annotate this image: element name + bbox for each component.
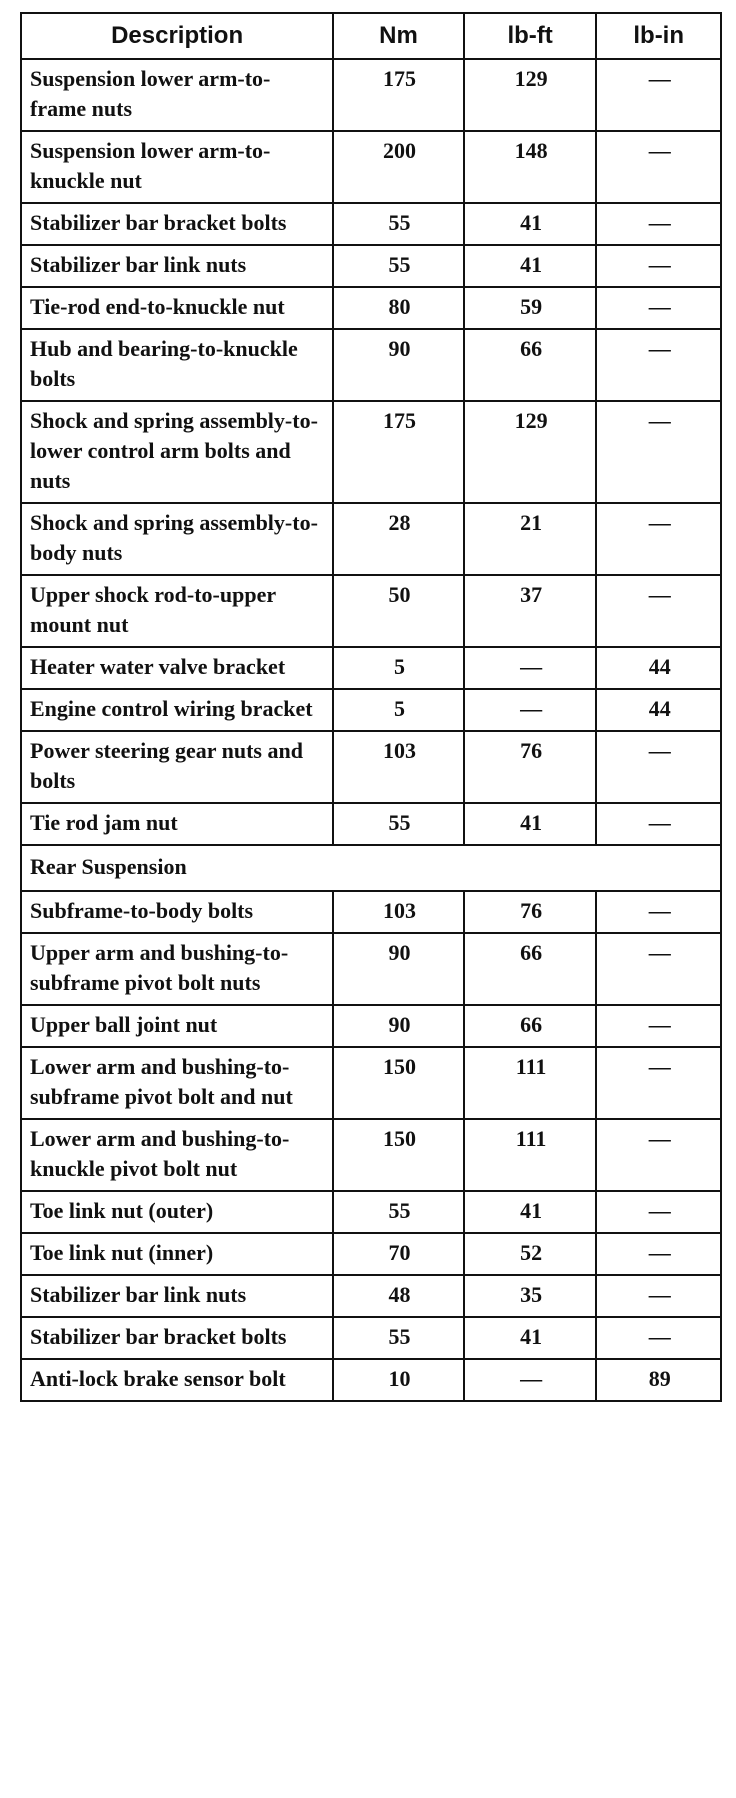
table-row bbox=[21, 689, 721, 731]
cell-description: Upper arm and bushing-to-subframe pivot bolt nuts bbox=[21, 933, 333, 1005]
cell-lb-in: — bbox=[596, 503, 721, 575]
cell-description: Tie-rod end-to-knuckle nut bbox=[21, 287, 333, 329]
cell-lb-ft: — bbox=[464, 1359, 597, 1401]
cell-lb-in: — bbox=[596, 891, 721, 933]
cell-description: Toe link nut (inner) bbox=[21, 1233, 333, 1275]
table-row bbox=[21, 131, 721, 203]
cell-lb-ft: 129 bbox=[464, 401, 597, 503]
cell-lb-ft: 76 bbox=[464, 891, 597, 933]
cell-nm: 28 bbox=[333, 503, 464, 575]
header-description: Description bbox=[21, 13, 333, 59]
torque-spec-table bbox=[20, 12, 722, 1402]
cell-description: Suspension lower arm-to-knuckle nut bbox=[21, 131, 333, 203]
cell-lb-in: — bbox=[596, 401, 721, 503]
cell-description: Shock and spring assembly-to-lower control arm bolts and nuts bbox=[21, 401, 333, 503]
table-row bbox=[21, 1275, 721, 1317]
cell-lb-ft: 52 bbox=[464, 1233, 597, 1275]
cell-lb-ft: 35 bbox=[464, 1275, 597, 1317]
cell-nm: 175 bbox=[333, 401, 464, 503]
cell-nm: 80 bbox=[333, 287, 464, 329]
cell-nm: 200 bbox=[333, 131, 464, 203]
cell-nm: 103 bbox=[333, 891, 464, 933]
cell-nm: 5 bbox=[333, 647, 464, 689]
cell-lb-in: — bbox=[596, 1119, 721, 1191]
cell-nm: 150 bbox=[333, 1119, 464, 1191]
cell-lb-in: — bbox=[596, 1275, 721, 1317]
cell-lb-in: — bbox=[596, 329, 721, 401]
cell-description: Stabilizer bar bracket bolts bbox=[21, 203, 333, 245]
cell-lb-in: — bbox=[596, 1317, 721, 1359]
table-row bbox=[21, 203, 721, 245]
cell-lb-in: — bbox=[596, 131, 721, 203]
cell-lb-ft: 148 bbox=[464, 131, 597, 203]
cell-lb-ft: 41 bbox=[464, 203, 597, 245]
table-row bbox=[21, 1005, 721, 1047]
table-row bbox=[21, 731, 721, 803]
cell-nm: 55 bbox=[333, 1317, 464, 1359]
table-row bbox=[21, 503, 721, 575]
cell-description: Engine control wiring bracket bbox=[21, 689, 333, 731]
header-lb-ft: lb-ft bbox=[464, 13, 597, 59]
cell-lb-in: — bbox=[596, 1191, 721, 1233]
cell-lb-in: 89 bbox=[596, 1359, 721, 1401]
table-row bbox=[21, 575, 721, 647]
table-row bbox=[21, 1047, 721, 1119]
cell-nm: 48 bbox=[333, 1275, 464, 1317]
table-row bbox=[21, 1317, 721, 1359]
cell-lb-in: — bbox=[596, 203, 721, 245]
cell-nm: 5 bbox=[333, 689, 464, 731]
table-row bbox=[21, 1233, 721, 1275]
cell-lb-ft: 59 bbox=[464, 287, 597, 329]
cell-lb-ft: 111 bbox=[464, 1119, 597, 1191]
header-lb-in: lb-in bbox=[596, 13, 721, 59]
cell-nm: 175 bbox=[333, 59, 464, 131]
section-row bbox=[21, 845, 721, 891]
cell-description: Lower arm and bushing-to-knuckle pivot bolt nut bbox=[21, 1119, 333, 1191]
cell-lb-ft: 41 bbox=[464, 803, 597, 845]
cell-nm: 55 bbox=[333, 203, 464, 245]
cell-lb-ft: — bbox=[464, 647, 597, 689]
cell-description: Tie rod jam nut bbox=[21, 803, 333, 845]
section-heading: Rear Suspension bbox=[21, 845, 721, 891]
cell-nm: 10 bbox=[333, 1359, 464, 1401]
cell-description: Power steering gear nuts and bolts bbox=[21, 731, 333, 803]
cell-nm: 90 bbox=[333, 933, 464, 1005]
cell-lb-in: — bbox=[596, 731, 721, 803]
cell-lb-in: — bbox=[596, 933, 721, 1005]
table-row bbox=[21, 245, 721, 287]
cell-lb-in: — bbox=[596, 803, 721, 845]
cell-description: Upper shock rod-to-upper mount nut bbox=[21, 575, 333, 647]
table-row bbox=[21, 891, 721, 933]
cell-lb-in: — bbox=[596, 59, 721, 131]
cell-lb-ft: 66 bbox=[464, 329, 597, 401]
cell-lb-ft: 41 bbox=[464, 1191, 597, 1233]
table-row bbox=[21, 287, 721, 329]
table-row bbox=[21, 1359, 721, 1401]
cell-nm: 70 bbox=[333, 1233, 464, 1275]
cell-nm: 150 bbox=[333, 1047, 464, 1119]
cell-description: Stabilizer bar link nuts bbox=[21, 245, 333, 287]
table-row bbox=[21, 803, 721, 845]
cell-lb-in: 44 bbox=[596, 689, 721, 731]
cell-nm: 55 bbox=[333, 803, 464, 845]
cell-description: Heater water valve bracket bbox=[21, 647, 333, 689]
cell-description: Shock and spring assembly-to-body nuts bbox=[21, 503, 333, 575]
cell-description: Stabilizer bar link nuts bbox=[21, 1275, 333, 1317]
cell-description: Stabilizer bar bracket bolts bbox=[21, 1317, 333, 1359]
cell-description: Subframe-to-body bolts bbox=[21, 891, 333, 933]
cell-lb-in: — bbox=[596, 1233, 721, 1275]
cell-nm: 103 bbox=[333, 731, 464, 803]
table-row bbox=[21, 647, 721, 689]
cell-nm: 90 bbox=[333, 329, 464, 401]
table-header-row bbox=[21, 13, 721, 59]
header-nm: Nm bbox=[333, 13, 464, 59]
table-row bbox=[21, 933, 721, 1005]
cell-nm: 50 bbox=[333, 575, 464, 647]
cell-lb-in: — bbox=[596, 1005, 721, 1047]
cell-description: Toe link nut (outer) bbox=[21, 1191, 333, 1233]
cell-lb-ft: 41 bbox=[464, 1317, 597, 1359]
cell-description: Lower arm and bushing-to-subframe pivot bolt and nut bbox=[21, 1047, 333, 1119]
cell-lb-in: — bbox=[596, 575, 721, 647]
cell-lb-in: 44 bbox=[596, 647, 721, 689]
table-row bbox=[21, 1119, 721, 1191]
cell-lb-in: — bbox=[596, 1047, 721, 1119]
table-row bbox=[21, 401, 721, 503]
cell-description: Anti-lock brake sensor bolt bbox=[21, 1359, 333, 1401]
cell-lb-ft: 37 bbox=[464, 575, 597, 647]
cell-lb-in: — bbox=[596, 245, 721, 287]
cell-lb-ft: 41 bbox=[464, 245, 597, 287]
cell-nm: 90 bbox=[333, 1005, 464, 1047]
cell-lb-ft: 66 bbox=[464, 933, 597, 1005]
table-body bbox=[21, 59, 721, 1401]
table-row bbox=[21, 59, 721, 131]
table-row bbox=[21, 1191, 721, 1233]
cell-description: Hub and bearing-to-knuckle bolts bbox=[21, 329, 333, 401]
cell-lb-ft: — bbox=[464, 689, 597, 731]
cell-nm: 55 bbox=[333, 245, 464, 287]
cell-lb-in: — bbox=[596, 287, 721, 329]
cell-description: Suspension lower arm-to-frame nuts bbox=[21, 59, 333, 131]
cell-lb-ft: 111 bbox=[464, 1047, 597, 1119]
table-row bbox=[21, 329, 721, 401]
cell-nm: 55 bbox=[333, 1191, 464, 1233]
cell-lb-ft: 21 bbox=[464, 503, 597, 575]
cell-lb-ft: 66 bbox=[464, 1005, 597, 1047]
cell-description: Upper ball joint nut bbox=[21, 1005, 333, 1047]
cell-lb-ft: 129 bbox=[464, 59, 597, 131]
cell-lb-ft: 76 bbox=[464, 731, 597, 803]
